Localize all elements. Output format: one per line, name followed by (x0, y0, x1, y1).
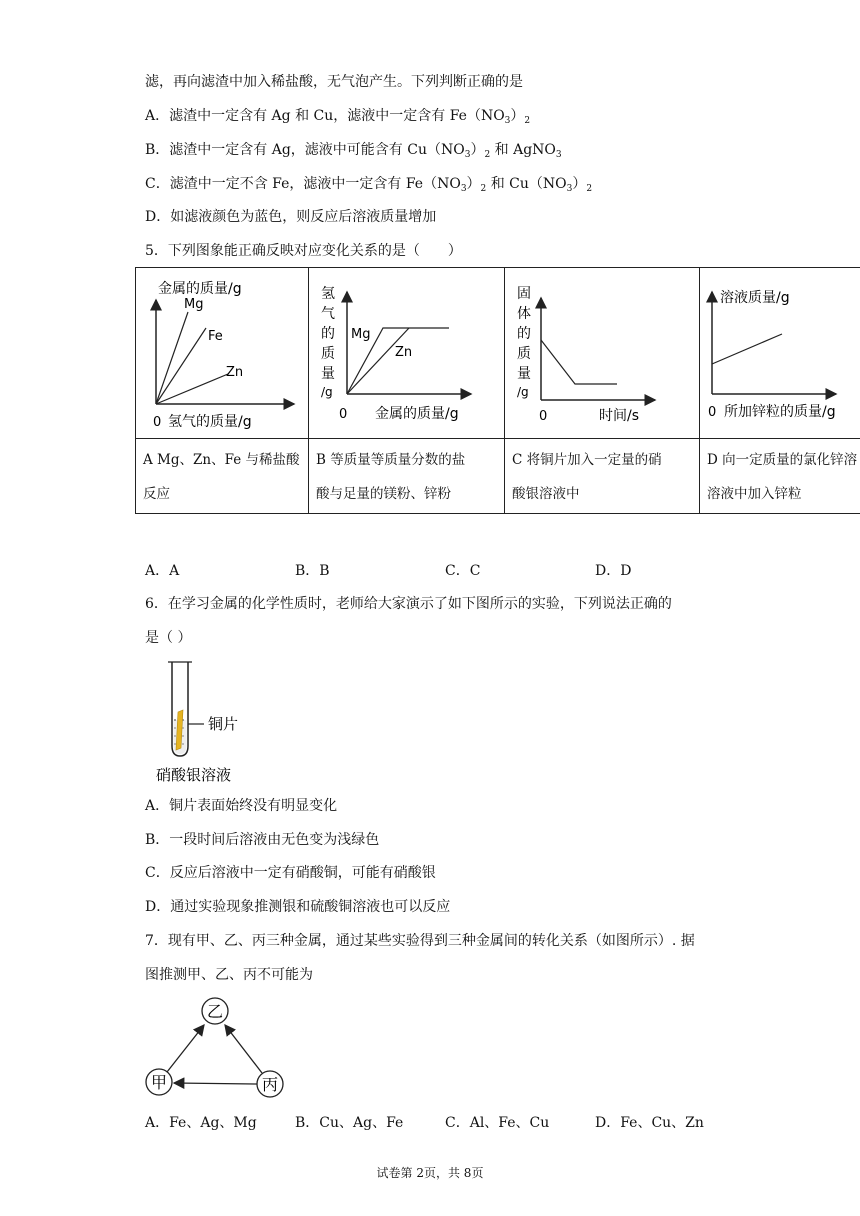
graph-a-ylabel: 金属的质量/g (158, 281, 242, 297)
q4-option-b: B．滤渣中一定含有 Ag，滤液中可能含有 $Cu(NO_3)_2$ 和 AgNO$_3$ (145, 142, 562, 160)
line-fe (156, 328, 206, 404)
q4-option-c: C．滤渣中一定不含 Fe，滤液中一定含有 $Fe(NO_3)_2$ 和 $Cu(NO_3)_2$ (145, 176, 593, 194)
caption-a: A Mg、Zn、Fe 与稀盐酸 反应 (136, 439, 309, 514)
q6-option-d: D．通过实验现象推测银和硫酸铜溶液也可以反应 (145, 899, 451, 915)
q4-stem-continued: 滤，再向滤渣中加入稀盐酸，无气泡产生。下列判断正确的是 (145, 74, 523, 90)
graph-a-xlabel: 氢气的质量/g (168, 414, 252, 430)
q5-graph-table (135, 267, 860, 514)
node-bing-label: 丙 (261, 1075, 279, 1094)
solution-mass-line (712, 334, 782, 364)
graph-b (309, 268, 504, 438)
solution-label: 硝酸银溶液 (156, 766, 232, 784)
q5-answer-a: A．A (145, 563, 180, 579)
graph-b-ylabel-5: /g (321, 385, 333, 399)
q7-stem-line2: 图推测甲、乙、丙不可能为 (145, 967, 313, 983)
graph-cell-d (700, 268, 860, 439)
caption-d: D 向一定质量的氯化锌溶 溶液中加入锌粒 (700, 439, 860, 514)
graph-c-xlabel: 时间/s (599, 408, 640, 424)
q7-option-d: D．Fe、Cu、Zn (595, 1115, 704, 1131)
graph-c-ylabel-1: 体 (517, 306, 531, 322)
graph-b-ylabel-4: 量 (321, 366, 335, 382)
q7-option-b: B．Cu、Ag、Fe (295, 1115, 404, 1131)
q6-option-b: B．一段时间后溶液由无色变为浅绿色 (145, 832, 380, 848)
arrow-bing-to-jia (174, 1083, 257, 1084)
graph-c-ylabel-5: /g (517, 385, 529, 399)
graph-a (136, 268, 308, 438)
label-zn: Zn (226, 365, 244, 380)
page-footer: 试卷第 2页，共 8页 (376, 1166, 484, 1180)
q5-answer-b: B．B (295, 563, 330, 579)
q5-answer-c: C．C (445, 563, 481, 579)
graph-c-ylabel-3: 质 (517, 346, 531, 362)
graph-c (505, 268, 699, 438)
caption-c: C 将铜片加入一定量的硝 酸银溶液中 (505, 439, 700, 514)
graph-c-ylabel-0: 固 (517, 286, 531, 302)
solid-mass-line (541, 340, 617, 384)
conversion-diagram (140, 994, 300, 1104)
graph-b-ylabel-1: 气 (321, 306, 335, 322)
q5-stem: 5．下列图象能正确反映对应变化关系的是（ ） (145, 243, 462, 259)
graph-d (700, 268, 860, 438)
q7-option-a: A．Fe、Ag、Mg (145, 1115, 257, 1131)
q6-option-c: C．反应后溶液中一定有硝酸铜，可能有硝酸银 (145, 865, 436, 881)
graph-b-xlabel: 金属的质量/g (375, 406, 459, 422)
label-mg: Mg (184, 297, 204, 312)
arrow-bing-to-yi (225, 1025, 262, 1073)
label-fe: Fe (208, 329, 223, 344)
graph-cell-c (505, 268, 700, 439)
graph-b-ylabel-3: 质 (321, 346, 335, 362)
graph-d-xlabel: 所加锌粒的质量/g (724, 404, 836, 420)
node-jia-label: 甲 (150, 1073, 168, 1092)
graph-c-ylabel-2: 的 (517, 326, 531, 342)
graph-b-origin: 0 (339, 407, 348, 422)
line-zn (156, 374, 228, 404)
q7-stem-line1: 7．现有甲、乙、丙三种金属，通过某些实验得到三种金属间的转化关系（如图所示）. 据 (145, 933, 695, 949)
test-tube-figure (150, 658, 260, 788)
graph-d-origin: 0 (708, 405, 717, 420)
graph-cell-a (136, 268, 309, 439)
q6-stem-line1: 6．在学习金属的化学性质时，老师给大家演示了如下图所示的实验，下列说法正确的 (145, 596, 672, 612)
graph-d-ylabel: 溶液质量/g (720, 290, 790, 306)
copper-plate-label: 铜片 (208, 715, 239, 733)
q4-option-a: A．滤渣中一定含有 Ag 和 Cu，滤液中一定含有 $Fe(NO_3)_2$ (145, 108, 531, 126)
graph-b-ylabel-0: 氢 (321, 286, 335, 302)
q6-stem-line2: 是（ ） (145, 630, 192, 646)
q6-option-a: A．铜片表面始终没有明显变化 (145, 798, 338, 814)
graph-c-origin: 0 (539, 409, 548, 424)
graph-c-ylabel-4: 量 (517, 366, 531, 382)
q7-option-c: C．Al、Fe、Cu (445, 1115, 550, 1131)
graph-b-ylabel-2: 的 (321, 326, 335, 342)
graph-a-origin: 0 (153, 415, 162, 430)
q4-option-d: D．如滤液颜色为蓝色，则反应后溶液质量增加 (145, 209, 437, 225)
graph-cell-b (309, 268, 505, 439)
label-zn: Zn (395, 345, 413, 360)
node-yi-label: 乙 (206, 1002, 224, 1021)
q5-answer-d: D．D (595, 563, 632, 579)
label-mg: Mg (351, 327, 371, 342)
arrow-jia-to-yi (167, 1025, 204, 1072)
caption-b: B 等质量等质量分数的盐 酸与足量的镁粉、锌粉 (309, 439, 505, 514)
line-mg (156, 312, 188, 404)
